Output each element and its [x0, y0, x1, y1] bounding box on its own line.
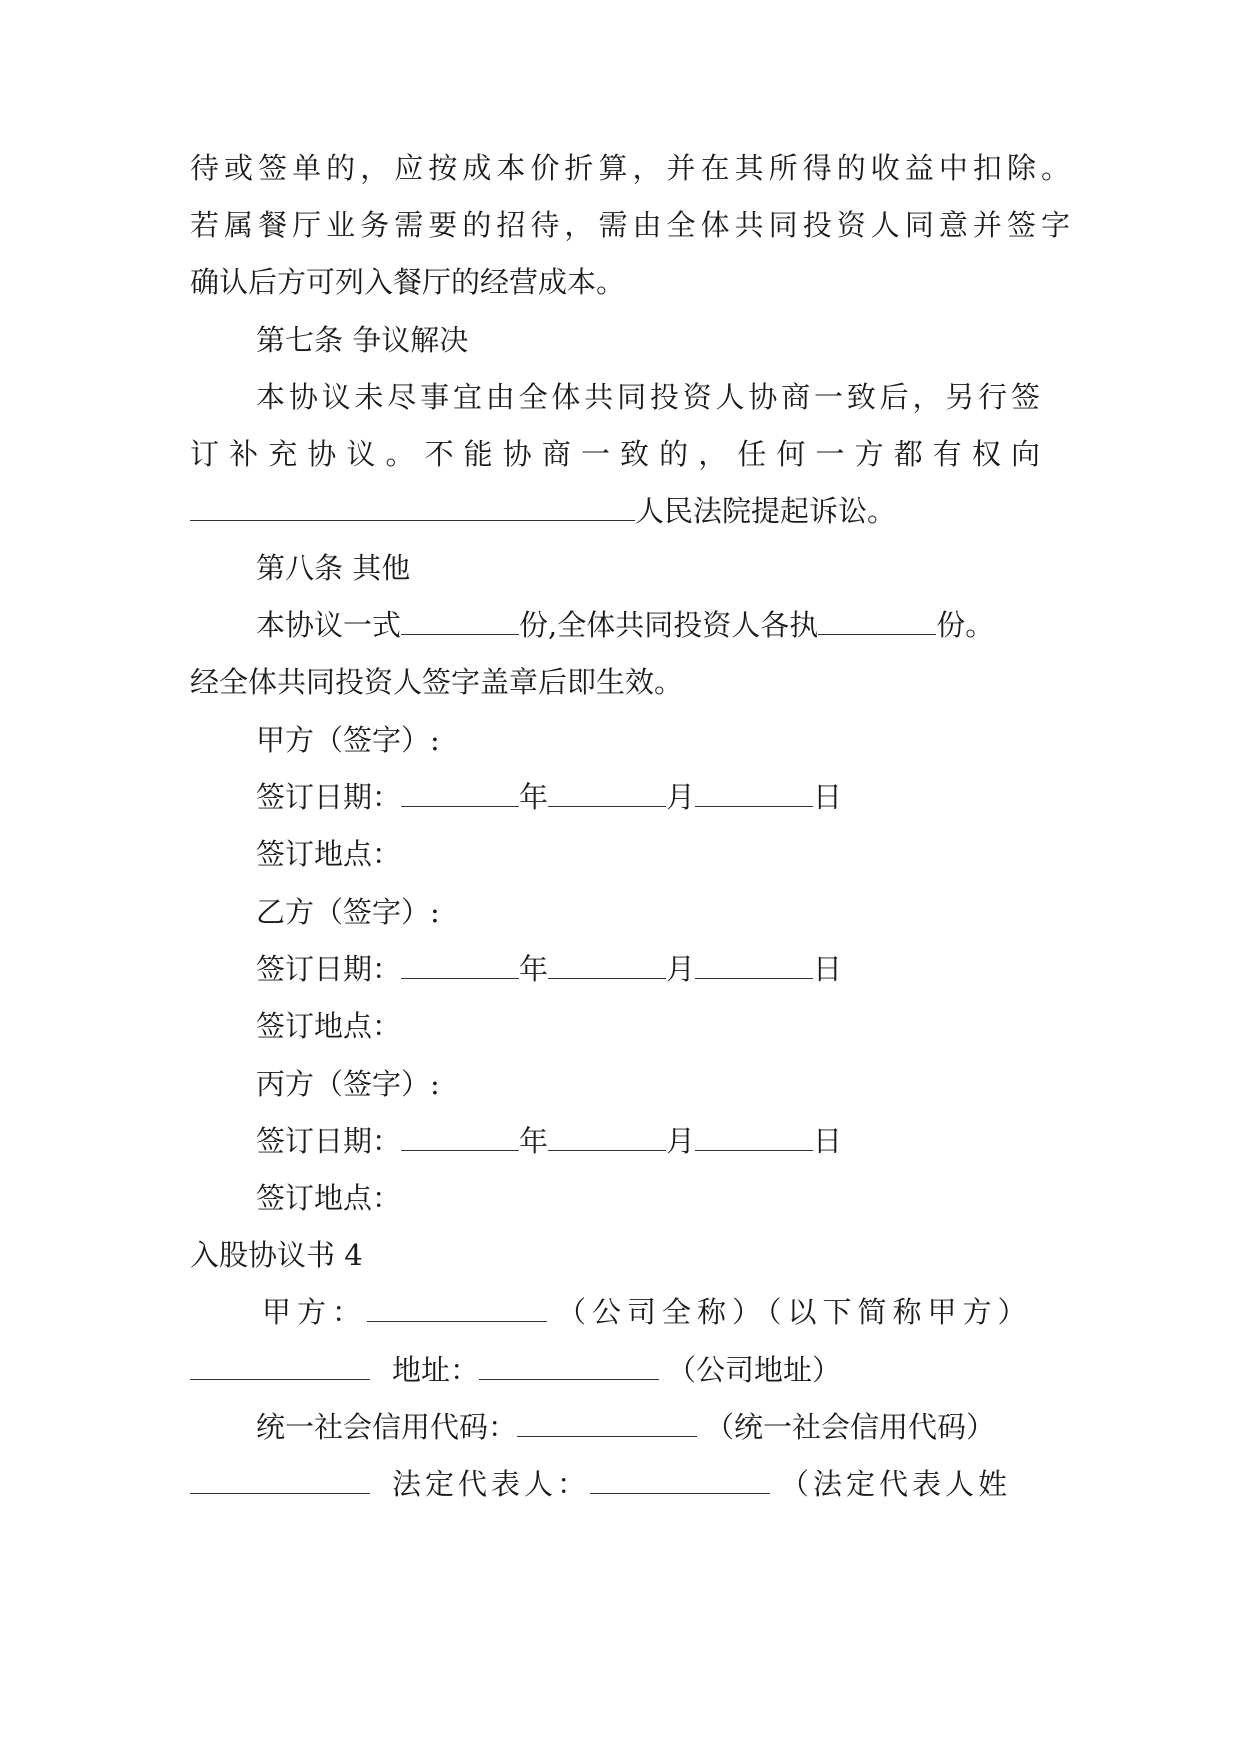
blank-underline — [190, 1467, 370, 1494]
signing-place-c: 签订地点： — [256, 1181, 402, 1215]
blank-underline — [401, 780, 519, 807]
date-label: 签订日期： — [256, 1124, 402, 1158]
address-hint: （公司地址） — [667, 1353, 842, 1387]
legal-rep-label: 法定代表人： — [392, 1467, 591, 1501]
paragraph-line: 经全体共同投资人签字盖章后即生效。 — [190, 665, 684, 699]
month-label: 月 — [666, 1124, 696, 1158]
copies-text: 本协议一式 — [256, 608, 402, 642]
blank-underline — [695, 1124, 813, 1151]
signing-date-a — [256, 777, 1070, 817]
paragraph-line: 本协议未尽事宜由全体共同投资人协商一致后，另行签 — [256, 380, 1040, 414]
party-a-label: 甲方： — [262, 1295, 368, 1329]
signing-place-b: 签订地点： — [256, 1009, 402, 1043]
year-label: 年 — [519, 780, 549, 814]
address-line — [190, 1350, 1070, 1390]
blank-underline — [548, 1124, 666, 1151]
day-label: 日 — [813, 780, 843, 814]
date-label: 签订日期： — [256, 952, 402, 986]
blank-underline — [190, 494, 635, 521]
address-label: 地址： — [392, 1353, 480, 1387]
blank-underline — [695, 780, 813, 807]
blank-underline — [190, 1353, 370, 1380]
section-heading: 第八条 其他 — [256, 551, 411, 585]
copies-text: 份。 — [936, 608, 995, 642]
document-title: 入股协议书 4 — [190, 1238, 363, 1272]
party-a-line — [262, 1292, 1070, 1332]
blank-underline — [548, 952, 666, 979]
party-c-signature: 丙方（签字）: — [256, 1067, 440, 1101]
date-label: 签订日期： — [256, 780, 402, 814]
blank-underline — [401, 1124, 519, 1151]
party-a-signature: 甲方（签字）: — [256, 723, 440, 757]
paragraph-line: 若属餐厅业务需要的招待，需由全体共同投资人同意并签字 — [190, 208, 1070, 242]
credit-code-label: 统一社会信用代码： — [256, 1410, 518, 1444]
blank-underline — [367, 1295, 547, 1322]
month-label: 月 — [666, 780, 696, 814]
month-label: 月 — [666, 952, 696, 986]
blank-underline — [818, 608, 936, 635]
blank-underline — [548, 780, 666, 807]
legal-rep-line — [190, 1464, 1070, 1504]
paragraph-line — [256, 605, 1070, 645]
credit-code-line — [256, 1407, 1070, 1447]
copies-text: 份,全体共同投资人各执 — [519, 608, 819, 642]
blank-underline — [401, 952, 519, 979]
company-name-hint: （公司全称）（以下简称甲方） — [557, 1295, 1033, 1329]
year-label: 年 — [519, 952, 549, 986]
day-label: 日 — [813, 952, 843, 986]
court-text: 人民法院提起诉讼。 — [635, 494, 897, 528]
blank-underline — [590, 1467, 770, 1494]
blank-underline — [479, 1353, 659, 1380]
signing-date-c — [256, 1121, 1070, 1161]
signing-place-a: 签订地点： — [256, 837, 402, 871]
year-label: 年 — [519, 1124, 549, 1158]
paragraph-line: 确认后方可列入餐厅的经营成本。 — [190, 265, 626, 299]
blank-underline — [695, 952, 813, 979]
paragraph-line: 订补充协议。不能协商一致的，任何一方都有权向 — [190, 437, 1040, 471]
day-label: 日 — [813, 1124, 843, 1158]
section-heading: 第七条 争议解决 — [256, 323, 469, 357]
paragraph-line: 待或签单的，应按成本价折算，并在其所得的收益中扣除。 — [190, 151, 1070, 185]
legal-rep-hint: （法定代表人姓 — [780, 1467, 1012, 1501]
blank-underline — [401, 608, 519, 635]
blank-underline — [517, 1410, 697, 1437]
paragraph-line — [190, 491, 1070, 531]
credit-code-hint: （统一社会信用代码） — [705, 1410, 996, 1444]
party-b-signature: 乙方（签字）: — [256, 895, 440, 929]
signing-date-b — [256, 949, 1070, 989]
